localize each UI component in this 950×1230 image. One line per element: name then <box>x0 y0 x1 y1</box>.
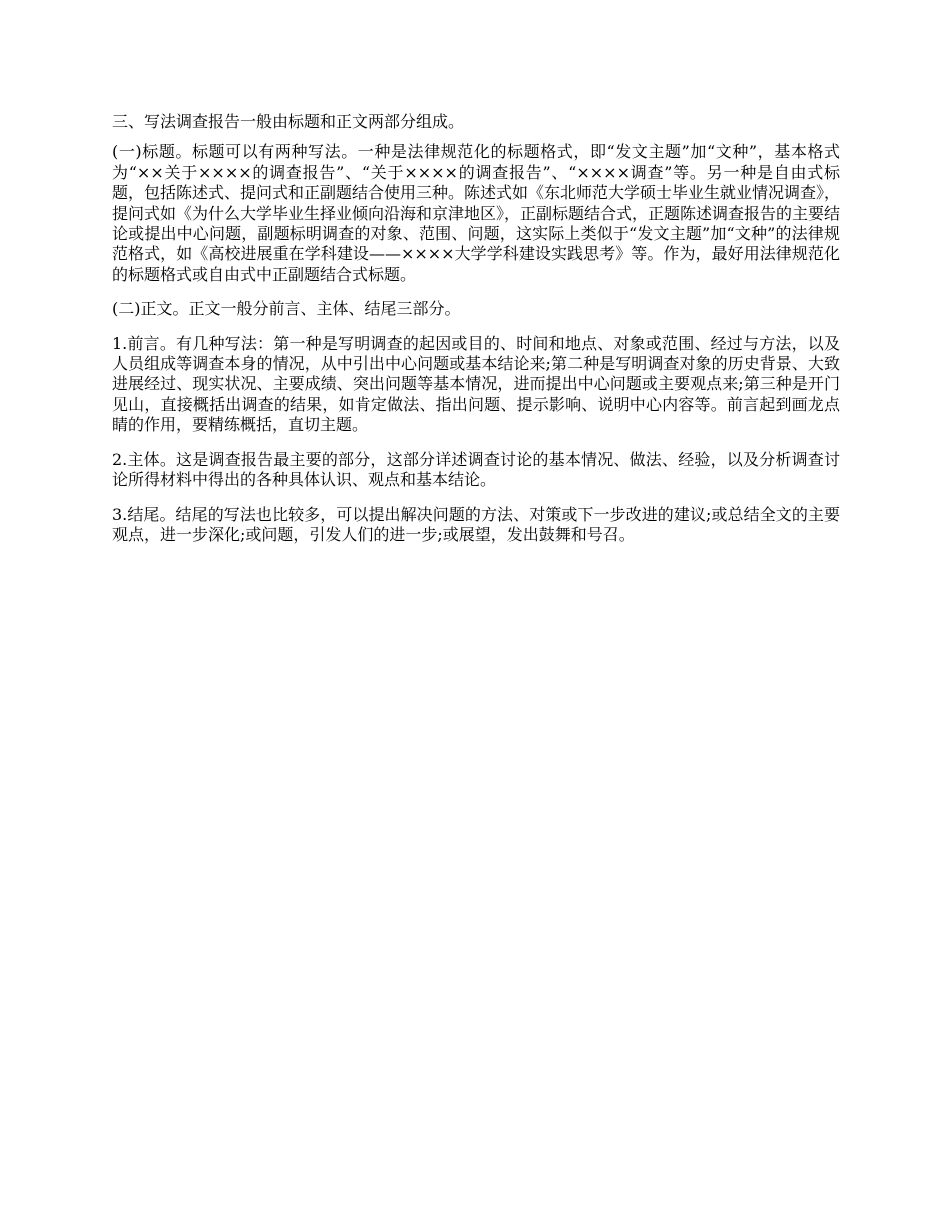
paragraph-main-body: 2.主体。这是调查报告最主要的部分，这部分详述调查讨论的基本情况、做法、经验，以及分析调查讨论所得材料中得出的各种具体认识、观点和基本结论。 <box>112 449 840 490</box>
paragraph-preface: 1.前言。有几种写法：第一种是写明调查的起因或目的、时间和地点、对象或范围、经过与方法，以及人员组成等调查本身的情况，从中引出中心问题或基本结论来;第二种是写明调查对象的历史背景、大致进展经过、现实状况、主要成绩、突出问题等基本情况，进而提出中心问题或主要观点来;第三种是开门见山，直接概括出调查的结果，如肯定做法、指出问题、提示影响、说明中心内容等。前言起到画龙点睛的作用，要精练概括，直切主题。 <box>112 333 840 435</box>
document-body <box>112 112 840 559</box>
paragraph-title-writing: (一)标题。标题可以有两种写法。一种是法律规范化的标题格式，即“发文主题”加“文种”，基本格式为“××关于××××的调查报告”、“关于××××的调查报告”、“××××调查”等。另一种是自由式标题，包括陈述式、提问式和正副题结合使用三种。陈述式如《东北师范大学硕士毕业生就业情况调查》，提问式如《为什么大学毕业生择业倾向沿海和京津地区》，正副标题结合式，正题陈述调查报告的主要结论或提出中心问题，副题标明调查的对象、范围、问题，这实际上类似于“发文主题”加“文种”的法律规范格式，如《高校进展重在学科建设——××××大学学科建设实践思考》等。作为，最好用法律规范化的标题格式或自由式中正副题结合式标题。 <box>112 142 841 284</box>
paragraph-body-intro: (二)正文。正文一般分前言、主体、结尾三部分。 <box>112 299 461 319</box>
paragraph-section-heading: 三、写法调查报告一般由标题和正文两部分组成。 <box>112 112 465 131</box>
paragraph-conclusion: 3.结尾。结尾的写法也比较多，可以提出解决问题的方法、对策或下一步改进的建议;或总结全文的主要观点，进一步深化;或问题，引发人们的进一步;或展望，发出鼓舞和号召。 <box>112 504 840 544</box>
